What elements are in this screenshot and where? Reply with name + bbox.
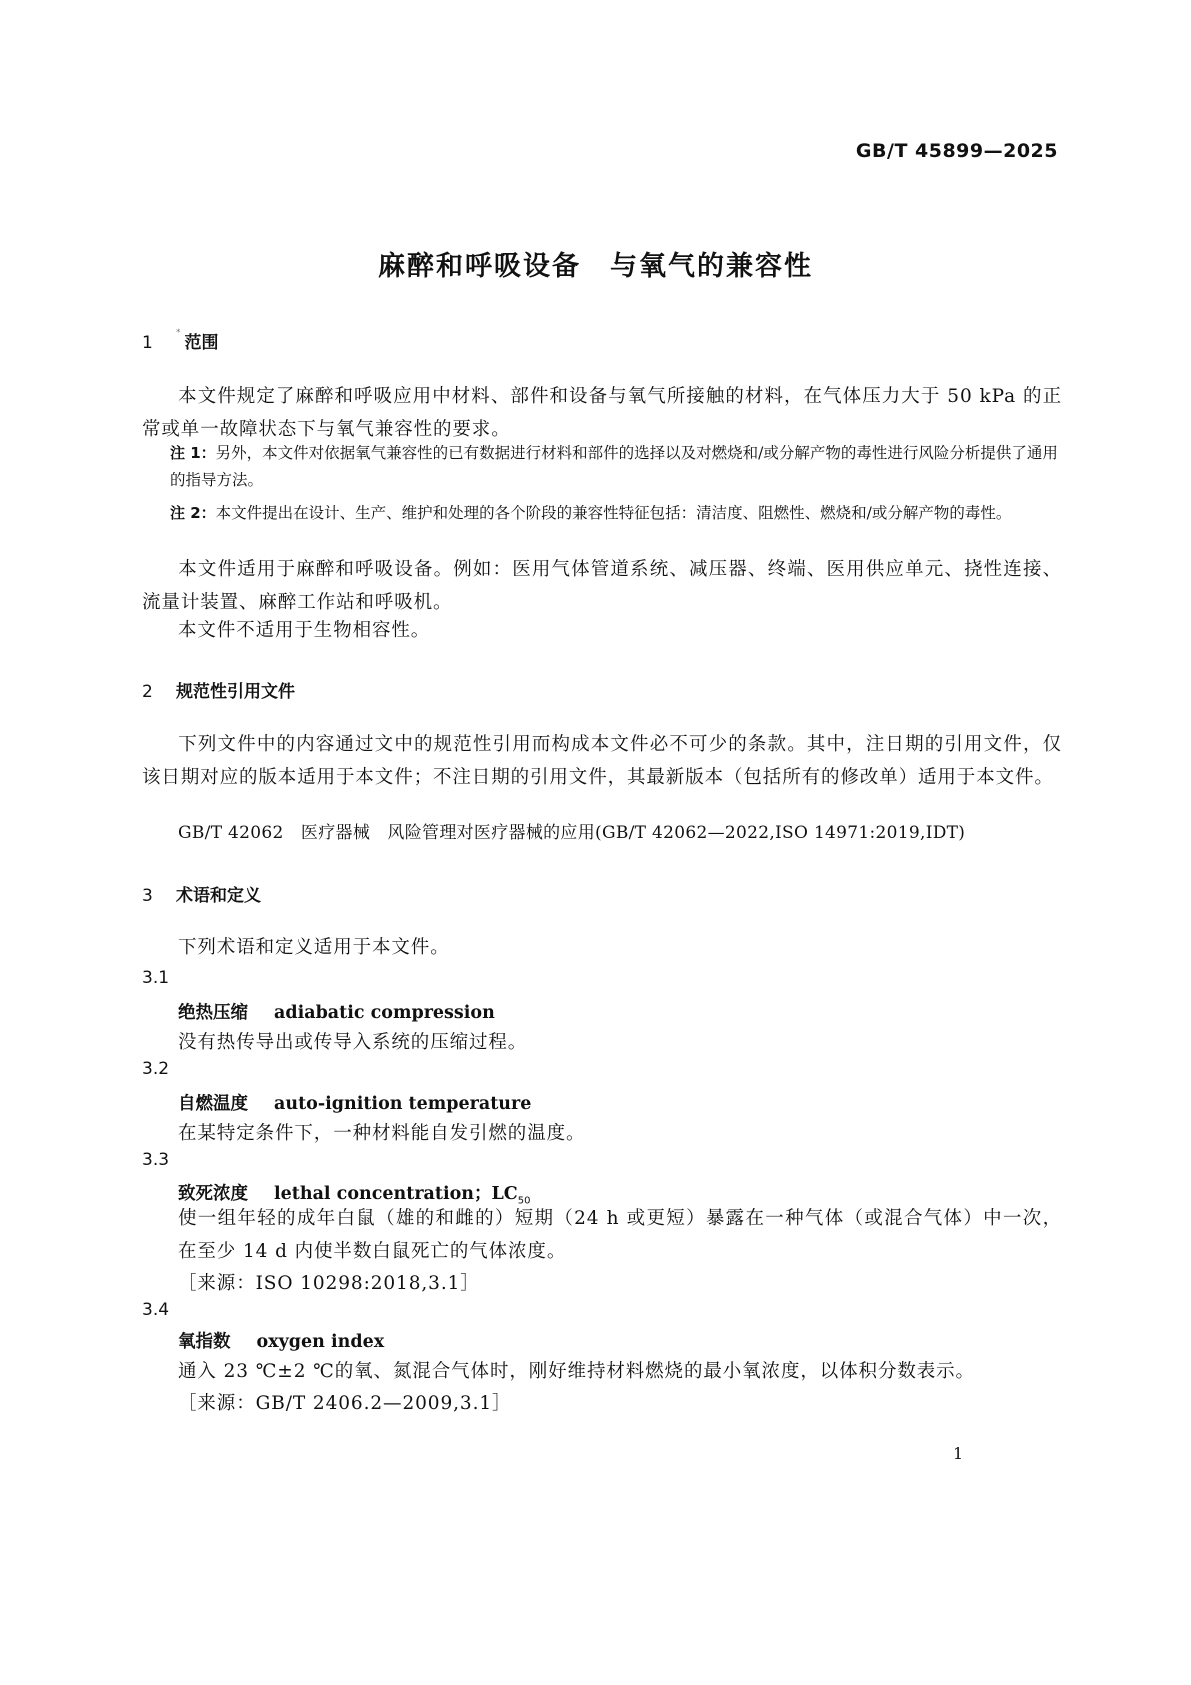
term-definition: 通入 23 ℃±2 ℃的氧、氮混合气体时，刚好维持材料燃烧的最小氧浓度，以体积分数表示。 <box>178 1361 975 1382</box>
term-subscript: 50 <box>517 1195 531 1207</box>
paragraph-text: 本文件不适用于生物相容性。 <box>178 620 431 641</box>
term-heading <box>178 1328 384 1353</box>
term-number: 3.4 <box>142 1300 170 1320</box>
page-number: 1 <box>953 1444 964 1463</box>
term-en: oxygen index <box>256 1332 385 1352</box>
term-cn: 自燃温度 <box>178 1094 248 1114</box>
page-title: 麻醉和呼吸设备 与氧气的兼容性 <box>378 251 813 282</box>
term-cn: 氧指数 <box>178 1332 231 1352</box>
term-number: 3.2 <box>142 1059 170 1079</box>
note-label: 注 1： <box>170 444 216 462</box>
term-definition: 使一组年轻的成年白鼠（雄的和雌的）短期（24 h 或更短）暴露在一种气体（或混合气体）中一次，在至少 14 d 内使半数白鼠死亡的气体浓度。 <box>178 1208 1062 1262</box>
paragraph <box>142 614 1062 647</box>
term-definition: 在某特定条件下，一种材料能自发引燃的温度。 <box>178 1123 586 1144</box>
term-source: ［来源：ISO 10298:2018,3.1］ <box>178 1273 480 1294</box>
section-2-heading <box>142 677 295 702</box>
section-number: 1 <box>142 333 153 353</box>
term-number: 3.3 <box>142 1150 170 1170</box>
paragraph-text: 本文件适用于麻醉和呼吸设备。例如：医用气体管道系统、减压器、终端、医用供应单元、挠性连接、流量计装置、麻醉工作站和呼吸机。 <box>142 559 1062 613</box>
term-en: auto-ignition temperature <box>274 1094 532 1114</box>
term-heading <box>178 1090 531 1115</box>
normative-reference: GB/T 42062 医疗器械 风险管理对医疗器械的应用(GB/T 42062—2022,ISO 14971:2019,IDT) <box>178 823 966 843</box>
asterisk-mark: * <box>176 328 181 338</box>
term-heading <box>178 999 495 1024</box>
note-1 <box>170 440 1062 494</box>
term-cn: 致死浓度 <box>178 1184 248 1204</box>
section-title: 范围 <box>184 333 219 353</box>
note-label: 注 2： <box>170 504 216 522</box>
term-source: ［来源：GB/T 2406.2—2009,3.1］ <box>178 1393 512 1414</box>
paragraph <box>142 553 1062 619</box>
note-text: 另外，本文件对依据氧气兼容性的已有数据进行材料和部件的选择以及对燃烧和/或分解产物的毒性进行风险分析提供了通用的指导方法。 <box>170 444 1058 489</box>
paragraph <box>142 728 1062 794</box>
section-3-heading <box>142 881 261 906</box>
section-title: 术语和定义 <box>176 886 261 906</box>
paragraph-text: 本文件规定了麻醉和呼吸应用中材料、部件和设备与氧气所接触的材料，在气体压力大于 50 kPa 的正常或单一故障状态下与氧气兼容性的要求。 <box>142 386 1062 440</box>
term-en: adiabatic compression <box>274 1003 495 1023</box>
term-cn: 绝热压缩 <box>178 1003 248 1023</box>
term-definition: 没有热传导出或传导入系统的压缩过程。 <box>178 1032 528 1053</box>
paragraph-text: 下列文件中的内容通过文中的规范性引用而构成本文件必不可少的条款。其中，注日期的引用文件，仅该日期对应的版本适用于本文件；不注日期的引用文件，其最新版本（包括所有的修改单）适用于本文件。 <box>142 734 1062 788</box>
note-text: 本文件提出在设计、生产、维护和处理的各个阶段的兼容性特征包括：清洁度、阻燃性、燃烧和/或分解产物的毒性。 <box>215 504 1012 522</box>
terms-intro: 下列术语和定义适用于本文件。 <box>178 937 450 958</box>
paragraph <box>142 380 1062 446</box>
term-number: 3.1 <box>142 968 170 988</box>
section-number: 3 <box>142 886 153 906</box>
section-1-heading <box>142 328 219 353</box>
section-title: 规范性引用文件 <box>176 682 295 702</box>
document-code: GB/T 45899—2025 <box>855 140 1058 162</box>
term-en: lethal concentration；LC <box>274 1184 518 1204</box>
section-number: 2 <box>142 682 153 702</box>
note-2 <box>170 500 1062 527</box>
